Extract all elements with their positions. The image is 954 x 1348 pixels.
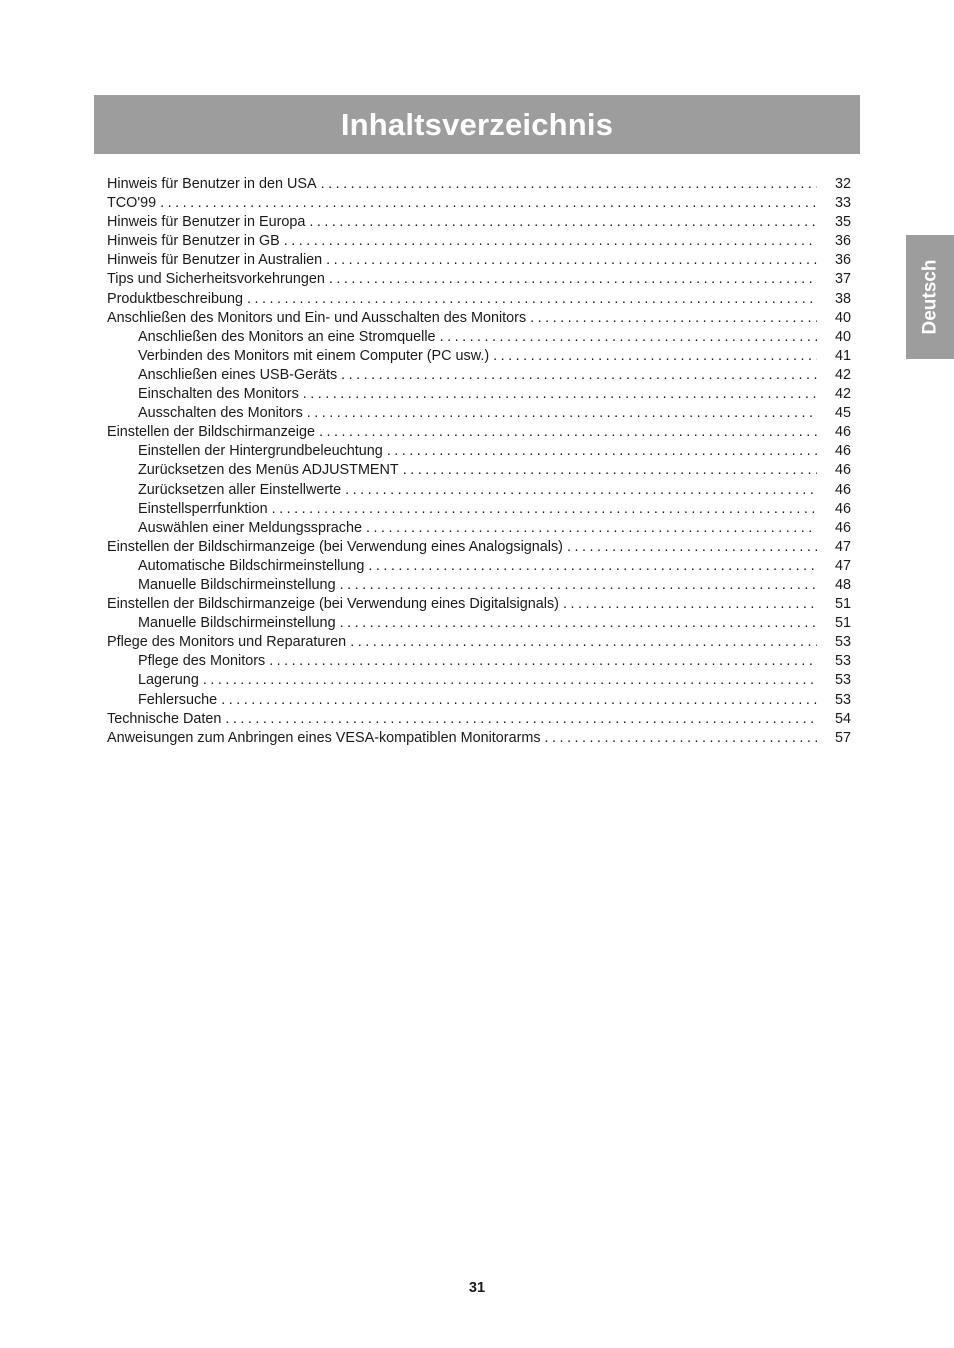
toc-entry-title: Auswählen einer Meldungssprache	[138, 519, 362, 536]
toc-entry[interactable]	[107, 538, 851, 557]
toc-entry-page: 46	[834, 443, 851, 460]
toc-dot-leader	[303, 385, 817, 404]
toc-entry-page: 46	[834, 424, 851, 441]
toc-entry-title: Anschließen des Monitors an eine Stromquelle	[138, 328, 436, 345]
toc-entry-page: 41	[834, 347, 851, 364]
toc-entry-title: TCO'99	[107, 195, 157, 212]
toc-entry-page: 46	[834, 519, 851, 536]
page-number: 31	[468, 1280, 486, 1296]
toc-entry[interactable]	[107, 729, 851, 748]
toc-dot-leader	[368, 557, 817, 576]
toc-entry[interactable]	[107, 194, 851, 213]
toc-entry-page: 32	[834, 176, 851, 192]
toc-entry-page: 46	[834, 481, 851, 498]
toc-dot-leader	[493, 347, 817, 366]
toc-dot-leader	[225, 710, 817, 729]
toc-entry-page: 36	[834, 233, 851, 250]
toc-dot-leader	[203, 671, 817, 690]
toc-entry-title: Ausschalten des Monitors	[138, 405, 303, 422]
toc-entry-title: Einstellsperrfunktion	[138, 500, 268, 517]
toc-entry[interactable]	[107, 519, 851, 538]
toc-entry[interactable]	[107, 385, 851, 404]
toc-entry-page: 35	[834, 214, 851, 231]
toc-dot-leader	[307, 404, 817, 423]
toc-dot-leader	[272, 500, 817, 519]
toc-entry-title: Hinweis für Benutzer in Australien	[107, 252, 323, 269]
toc-entry-page: 42	[834, 386, 851, 403]
toc-entry[interactable]	[107, 633, 851, 652]
toc-entry-page: 51	[834, 596, 851, 613]
toc-entry-page: 47	[834, 538, 851, 555]
toc-entry-title: Anschließen des Monitors und Ein- und Ausschalten des Monitors	[107, 309, 527, 326]
toc-entry[interactable]	[107, 328, 851, 347]
toc-entry-page: 40	[834, 309, 851, 326]
toc-entry-page: 57	[834, 729, 851, 746]
toc-entry-title: Zurücksetzen des Menüs ADJUSTMENT	[138, 462, 399, 479]
toc-entry-page: 53	[834, 672, 851, 689]
toc-entry[interactable]	[107, 290, 851, 309]
toc-entry[interactable]	[107, 251, 851, 270]
toc-entry[interactable]	[107, 481, 851, 500]
toc-dot-leader	[340, 614, 817, 633]
toc-entry-title: Produktbeschreibung	[107, 290, 244, 307]
toc-entry[interactable]	[107, 614, 851, 633]
toc-dot-leader	[319, 423, 817, 442]
toc-entry-title: Einstellen der Hintergrundbeleuchtung	[138, 443, 383, 460]
toc-entry-page: 36	[834, 252, 851, 269]
table-of-contents	[107, 175, 851, 748]
toc-entry-title: Anschließen eines USB-Geräts	[138, 366, 338, 383]
toc-entry-title: Einschalten des Monitors	[138, 386, 299, 403]
toc-entry-page: 47	[834, 557, 851, 574]
toc-entry-title: Anweisungen zum Anbringen eines VESA-kompatiblen Monitorarms	[107, 729, 541, 746]
toc-entry-page: 45	[834, 405, 851, 422]
toc-dot-leader	[160, 194, 817, 213]
toc-entry-title: Einstellen der Bildschirmanzeige (bei Verwendung eines Analogsignals)	[107, 538, 563, 555]
toc-entry-page: 53	[834, 634, 851, 651]
toc-entry-title: Einstellen der Bildschirmanzeige (bei Verwendung eines Digitalsignals)	[107, 596, 559, 613]
toc-entry-page: 46	[834, 500, 851, 517]
toc-entry-page: 51	[834, 615, 851, 632]
toc-dot-leader	[221, 691, 817, 710]
toc-entry-title: Tips und Sicherheitsvorkehrungen	[107, 271, 325, 288]
toc-entry[interactable]	[107, 442, 851, 461]
toc-entry-title: Zurücksetzen aller Einstellwerte	[138, 481, 342, 498]
toc-dot-leader	[345, 481, 817, 500]
toc-entry-page: 53	[834, 653, 851, 670]
toc-entry[interactable]	[107, 175, 851, 194]
toc-entry[interactable]	[107, 595, 851, 614]
toc-dot-leader	[350, 633, 817, 652]
language-tab-label: Deutsch	[919, 259, 940, 335]
toc-entry-page: 42	[834, 366, 851, 383]
toc-entry-title: Manuelle Bildschirmeinstellung	[138, 576, 336, 593]
toc-entry-title: Lagerung	[138, 672, 199, 689]
toc-entry-title: Einstellen der Bildschirmanzeige	[107, 424, 315, 441]
toc-entry-title: Pflege des Monitors	[138, 653, 266, 670]
toc-entry-title: Hinweis für Benutzer in den USA	[107, 176, 317, 192]
toc-dot-leader	[366, 519, 817, 538]
toc-entry-page: 54	[834, 710, 851, 727]
toc-entry[interactable]	[107, 309, 851, 328]
toc-entry[interactable]	[107, 404, 851, 423]
toc-entry[interactable]	[107, 576, 851, 595]
toc-dot-leader	[387, 442, 817, 461]
toc-dot-leader	[530, 309, 817, 328]
toc-entry-title: Fehlersuche	[138, 691, 218, 708]
language-tab	[906, 235, 954, 359]
toc-entry-page: 53	[834, 691, 851, 708]
toc-entry[interactable]	[107, 213, 851, 232]
toc-dot-leader	[321, 175, 817, 194]
toc-entry-page: 40	[834, 328, 851, 345]
toc-dot-leader	[545, 729, 817, 748]
toc-dot-leader	[326, 251, 817, 270]
toc-entry-page: 48	[834, 576, 851, 593]
toc-entry[interactable]	[107, 423, 851, 442]
toc-entry-title: Verbinden des Monitors mit einem Computer (PC usw.)	[138, 347, 490, 364]
toc-entry[interactable]	[107, 232, 851, 251]
toc-entry[interactable]	[107, 461, 851, 480]
toc-dot-leader	[309, 213, 817, 232]
toc-entry-title: Hinweis für Benutzer in Europa	[107, 214, 306, 231]
toc-entry[interactable]	[107, 557, 851, 576]
toc-entry[interactable]	[107, 652, 851, 671]
toc-entry-title: Technische Daten	[107, 710, 222, 727]
toc-dot-leader	[340, 576, 817, 595]
toc-dot-leader	[284, 232, 817, 251]
toc-dot-leader	[563, 595, 817, 614]
title-banner	[94, 95, 860, 154]
toc-entry-page: 37	[834, 271, 851, 288]
toc-entry-page: 33	[834, 195, 851, 212]
toc-dot-leader	[269, 652, 817, 671]
toc-entry[interactable]	[107, 270, 851, 289]
toc-entry[interactable]	[107, 366, 851, 385]
toc-dot-leader	[247, 290, 817, 309]
toc-entry[interactable]	[107, 347, 851, 366]
toc-dot-leader	[341, 366, 817, 385]
toc-entry-title: Hinweis für Benutzer in GB	[107, 233, 280, 250]
toc-entry[interactable]	[107, 671, 851, 690]
page-title: Inhaltsverzeichnis	[340, 106, 614, 142]
toc-dot-leader	[329, 270, 817, 289]
toc-entry[interactable]	[107, 710, 851, 729]
toc-entry-page: 46	[834, 462, 851, 479]
toc-dot-leader	[440, 328, 817, 347]
toc-entry-title: Pflege des Monitors und Reparaturen	[107, 634, 347, 651]
toc-entry-page: 38	[834, 290, 851, 307]
toc-dot-leader	[403, 461, 817, 480]
toc-dot-leader	[567, 538, 817, 557]
toc-entry-title: Manuelle Bildschirmeinstellung	[138, 615, 336, 632]
toc-entry[interactable]	[107, 691, 851, 710]
toc-entry[interactable]	[107, 500, 851, 519]
toc-entry-title: Automatische Bildschirmeinstellung	[138, 557, 365, 574]
